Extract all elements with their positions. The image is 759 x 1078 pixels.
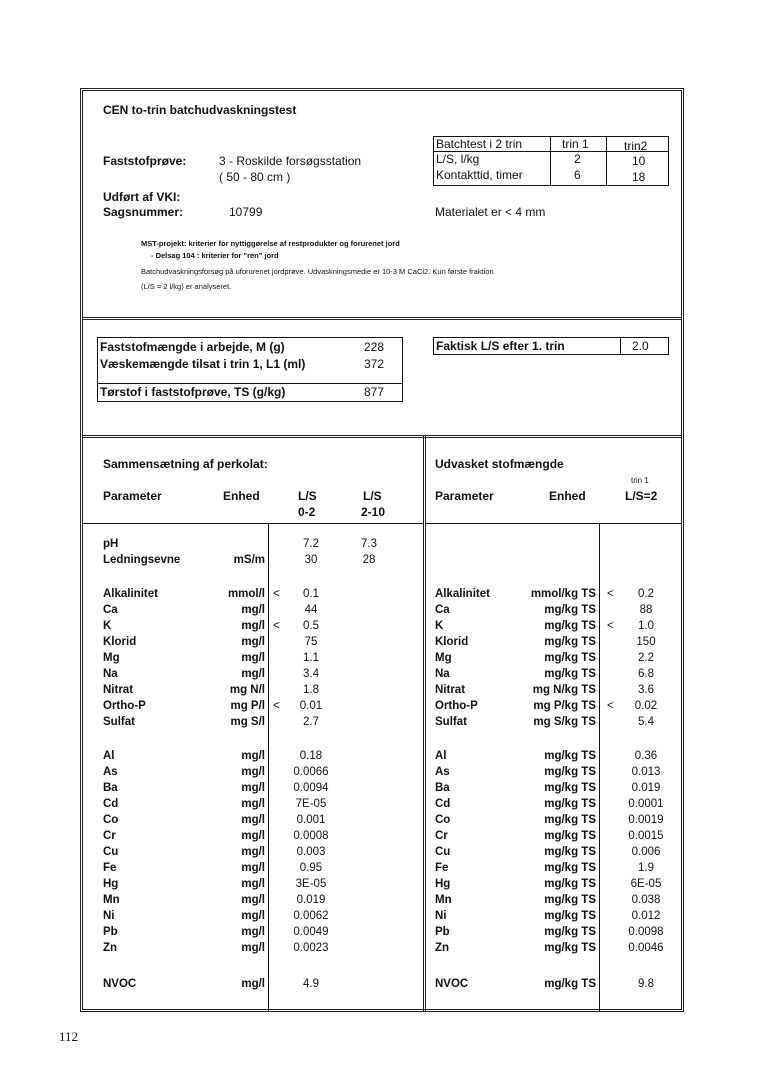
right-row-parameter: Ca: [435, 604, 450, 616]
right-row-qualifier: <: [607, 700, 614, 712]
case-label: Sagsnummer:: [103, 205, 184, 219]
right-row-parameter: Mg: [435, 652, 452, 664]
mass-row-1-label: Væskemængde tilsat i trin 1, L1 (ml): [100, 357, 306, 371]
right-row-parameter: Co: [435, 814, 451, 826]
right-row-unit: mg/kg TS: [544, 942, 596, 954]
left-row-value-ls1: 0.0008: [293, 830, 329, 842]
left-row-unit: mg/l: [241, 978, 265, 990]
batch-header-1: trin 1: [562, 137, 589, 151]
left-row-unit: mS/m: [233, 554, 265, 566]
right-header-parameter: Parameter: [435, 489, 494, 503]
left-row-value-ls2: 28: [362, 554, 376, 566]
batch-header-2: trin2: [624, 139, 648, 153]
left-subheader-ls1: 0-2: [298, 505, 316, 519]
left-row-unit: mg/l: [241, 766, 265, 778]
left-row-value-ls2: [341, 700, 397, 716]
left-row-value-ls1: 0.01: [299, 700, 323, 712]
right-row-parameter: Al: [435, 750, 447, 762]
left-subheader-ls2: 2-10: [361, 505, 386, 519]
left-row-value-ls1: 1.8: [303, 684, 319, 696]
left-header-unit: Enhed: [223, 489, 260, 503]
note-line-3: Batchudvaskningsforsøg på uforurenet jordprøve. Udvaskningsmedie er 10-3 M CaCl2. Kun første fraktion: [141, 267, 494, 276]
left-row-value-ls2: [341, 636, 397, 652]
left-row-value-ls1: 3E-05: [295, 878, 327, 890]
divider-2: [83, 435, 681, 438]
mass-row-2-value: 877: [364, 385, 385, 399]
right-row-value: 6E-05: [630, 878, 662, 890]
right-row-value: 0.36: [634, 750, 658, 762]
left-row-value-ls1: 0.0062: [293, 910, 329, 922]
left-row-unit: mmol/l: [227, 588, 265, 600]
right-row-unit: mg/kg TS: [544, 862, 596, 874]
right-row-value: 0.0015: [628, 830, 664, 842]
left-row-value-ls2: [341, 978, 397, 994]
left-row-value-ls2: [341, 846, 397, 862]
left-row-value-ls1: 0.18: [299, 750, 323, 762]
ls-value: 2.0: [632, 339, 649, 353]
left-row-unit: mg/l: [241, 942, 265, 954]
left-row-value-ls2: [341, 668, 397, 684]
note-line-4: (L/S = 2 l/kg) er analyseret.: [141, 282, 232, 291]
center-divider: [423, 435, 426, 1012]
left-row-value-ls2: [341, 830, 397, 846]
mass-box: [97, 337, 403, 402]
right-row-unit: mg/kg TS: [544, 652, 596, 664]
performed-label: Udført af VKI:: [103, 190, 181, 204]
left-row-parameter: Ortho-P: [103, 700, 146, 712]
right-row-unit: mg/kg TS: [544, 782, 596, 794]
right-row-unit: mg/kg TS: [544, 830, 596, 842]
left-row-unit: mg/l: [241, 846, 265, 858]
left-row-value-ls2: [341, 750, 397, 766]
right-row-unit: mg/kg TS: [544, 604, 596, 616]
right-row-unit: mg/kg TS: [544, 878, 596, 890]
left-row-parameter: Klorid: [103, 636, 137, 648]
left-row-parameter: Ba: [103, 782, 118, 794]
divider-1: [83, 317, 681, 320]
left-row-unit: mg/l: [241, 750, 265, 762]
right-row-unit: mg S/kg TS: [533, 716, 596, 728]
left-row-unit: mg N/l: [229, 684, 265, 696]
right-row-unit: mg/kg TS: [544, 766, 596, 778]
left-row-value-ls1: 0.95: [299, 862, 323, 874]
right-row-parameter: Na: [435, 668, 450, 680]
right-row-parameter: Cd: [435, 798, 451, 810]
left-row-value-ls2: [341, 652, 397, 668]
mass-row-1-value: 372: [364, 357, 385, 371]
right-header-unit: Enhed: [549, 489, 586, 503]
left-row-parameter: Pb: [103, 926, 118, 938]
left-row-value-ls2: [341, 814, 397, 830]
right-header-ls: L/S=2: [625, 489, 658, 503]
left-row-parameter: Cd: [103, 798, 119, 810]
right-row-unit: mg/kg TS: [544, 846, 596, 858]
right-unit-rule: [599, 523, 600, 1012]
note-line-2: - Delsag 104 : kriterier for "ren" jord: [151, 251, 279, 260]
left-row-unit: [183, 538, 265, 554]
left-row-value-ls1: 7E-05: [295, 798, 327, 810]
right-row-unit: mg/kg TS: [544, 978, 596, 990]
left-row-value-ls1: 3.4: [303, 668, 319, 680]
sample-value: 3 - Roskilde forsøgsstation: [219, 154, 362, 168]
batch-row-1-trin2: 18: [632, 170, 646, 184]
left-row-unit: mg/l: [241, 830, 265, 842]
right-row-value: 0.0001: [628, 798, 664, 810]
right-row-value: 0.012: [631, 910, 661, 922]
left-row-value-ls1: 0.0049: [293, 926, 329, 938]
left-row-unit: mg/l: [241, 910, 265, 922]
left-row-value-ls2: [341, 926, 397, 942]
page-title: CEN to-trin batchudvaskningstest: [103, 103, 297, 117]
left-row-value-ls1: 0.0094: [293, 782, 329, 794]
left-row-unit: mg/l: [241, 878, 265, 890]
left-row-parameter: Ni: [103, 910, 115, 922]
right-row-unit: mmol/kg TS: [530, 588, 596, 600]
left-row-qualifier: <: [273, 700, 280, 712]
left-row-value-ls2: [341, 798, 397, 814]
left-row-parameter: Nitrat: [103, 684, 134, 696]
right-row-value: 0.0046: [628, 942, 664, 954]
left-header-parameter: Parameter: [103, 489, 162, 503]
case-value: 10799: [229, 205, 263, 219]
batch-row-0-trin2: 10: [632, 154, 646, 168]
left-row-value-ls1: 44: [304, 604, 318, 616]
mass-row-0-label: Faststofmængde i arbejde, M (g): [100, 340, 285, 354]
batch-row-0-label: L/S, l/kg: [436, 152, 480, 166]
right-row-unit: mg P/kg TS: [533, 700, 596, 712]
left-row-value-ls2: [341, 878, 397, 894]
left-row-value-ls1: 7.2: [303, 538, 319, 550]
right-row-parameter: Alkalinitet: [435, 588, 490, 600]
left-row-unit: mg/l: [241, 894, 265, 906]
left-row-unit: mg/l: [241, 862, 265, 874]
left-row-unit: mg/l: [241, 798, 265, 810]
left-section-title: Sammensætning af perkolat:: [103, 457, 268, 471]
left-row-parameter: Cr: [103, 830, 116, 842]
right-section-title: Udvasket stofmængde: [435, 457, 564, 471]
right-row-parameter: Hg: [435, 878, 451, 890]
left-row-parameter: Co: [103, 814, 119, 826]
left-header-ls2: L/S: [363, 489, 382, 503]
left-row-value-ls2: [341, 684, 397, 700]
right-row-qualifier: <: [607, 588, 614, 600]
right-row-value: 9.8: [638, 978, 654, 990]
left-row-value-ls2: [341, 894, 397, 910]
left-row-value-ls2: [341, 910, 397, 926]
left-row-value-ls2: [341, 766, 397, 782]
right-row-value: 3.6: [638, 684, 654, 696]
mass-row-0-value: 228: [364, 340, 385, 354]
right-row-unit: mg/kg TS: [544, 894, 596, 906]
left-row-value-ls2: [341, 782, 397, 798]
right-row-parameter: K: [435, 620, 444, 632]
batch-row-1-label: Kontakttid, timer: [436, 168, 523, 182]
batch-table: [433, 136, 669, 186]
right-row-value: 0.006: [631, 846, 661, 858]
right-row-parameter: As: [435, 766, 450, 778]
left-row-parameter: pH: [103, 538, 119, 550]
left-row-qualifier: <: [273, 620, 280, 632]
left-row-value-ls1: 0.001: [296, 814, 326, 826]
right-row-value: 0.019: [631, 782, 661, 794]
right-row-value: 0.013: [631, 766, 661, 778]
left-header-rule: [83, 523, 423, 524]
left-header-ls1: L/S: [298, 489, 317, 503]
right-row-unit: mg/kg TS: [544, 910, 596, 922]
right-row-value: 150: [636, 636, 656, 648]
left-row-parameter: Mg: [103, 652, 120, 664]
right-row-unit: mg/kg TS: [544, 636, 596, 648]
right-header-rule: [426, 523, 681, 524]
right-row-value: 0.02: [634, 700, 658, 712]
left-row-value-ls1: 0.0023: [293, 942, 329, 954]
left-row-unit: mg/l: [241, 814, 265, 826]
right-row-unit: mg/kg TS: [544, 926, 596, 938]
batch-row-0-trin1: 2: [574, 152, 581, 166]
right-row-value: 88: [639, 604, 653, 616]
left-row-unit: mg/l: [241, 668, 265, 680]
left-row-value-ls1: 75: [304, 636, 318, 648]
right-row-value: 0.038: [631, 894, 661, 906]
left-row-parameter: As: [103, 766, 118, 778]
right-row-value: 2.2: [638, 652, 654, 664]
left-row-parameter: Zn: [103, 942, 118, 954]
right-row-parameter: Ni: [435, 910, 447, 922]
note-line-1: MST-projekt: kriterier for nyttiggørelse af restprodukter og forurenet jord: [141, 239, 400, 248]
mass-row-2-label: Tørstof i faststofprøve, TS (g/kg): [100, 385, 286, 399]
left-row-value-ls1: 0.003: [296, 846, 326, 858]
batch-row-1-trin1: 6: [574, 168, 581, 182]
right-row-parameter: NVOC: [435, 978, 469, 990]
left-row-unit: mg S/l: [230, 716, 265, 728]
right-row-value: 1.9: [638, 862, 654, 874]
left-row-parameter: Hg: [103, 878, 119, 890]
left-row-unit: mg/l: [241, 636, 265, 648]
right-row-parameter: Cr: [435, 830, 448, 842]
left-row-parameter: Mn: [103, 894, 120, 906]
left-row-parameter: Alkalinitet: [103, 588, 158, 600]
left-row-value-ls2: [341, 588, 397, 604]
left-row-parameter: Al: [103, 750, 115, 762]
left-row-value-ls2: 7.3: [361, 538, 377, 550]
right-row-unit: mg/kg TS: [544, 620, 596, 632]
left-row-value-ls1: 0.0066: [293, 766, 329, 778]
right-row-unit: mg/kg TS: [544, 814, 596, 826]
batch-header-0: Batchtest i 2 trin: [436, 137, 523, 151]
right-row-value: 0.2: [638, 588, 654, 600]
right-row-parameter: Nitrat: [435, 684, 466, 696]
right-row-unit: mg/kg TS: [544, 750, 596, 762]
right-row-value: 5.4: [638, 716, 654, 728]
left-row-parameter: Ledningsevne: [103, 554, 181, 566]
right-row-parameter: Cu: [435, 846, 451, 858]
left-row-parameter: K: [103, 620, 112, 632]
right-row-parameter: Ortho-P: [435, 700, 478, 712]
right-row-parameter: Mn: [435, 894, 452, 906]
right-row-value: 1.0: [638, 620, 654, 632]
left-row-value-ls1: 0.5: [303, 620, 319, 632]
left-row-parameter: Na: [103, 668, 118, 680]
left-row-value-ls1: 30: [304, 554, 318, 566]
right-row-parameter: Zn: [435, 942, 450, 954]
left-row-value-ls1: 4.9: [303, 978, 319, 990]
left-row-unit: mg/l: [241, 620, 265, 632]
right-row-value: 0.0019: [628, 814, 664, 826]
left-row-unit: mg/l: [241, 652, 265, 664]
left-row-value-ls1: 0.019: [296, 894, 326, 906]
right-row-parameter: Fe: [435, 862, 449, 874]
right-row-qualifier: <: [607, 620, 614, 632]
left-row-unit: mg/l: [241, 604, 265, 616]
right-row-parameter: Sulfat: [435, 716, 467, 728]
right-row-unit: mg/kg TS: [544, 798, 596, 810]
right-row-parameter: Ba: [435, 782, 450, 794]
left-row-parameter: Fe: [103, 862, 117, 874]
left-row-value-ls1: 1.1: [303, 652, 319, 664]
left-row-parameter: NVOC: [103, 978, 137, 990]
left-row-value-ls2: [341, 862, 397, 878]
left-row-value-ls2: [341, 620, 397, 636]
left-row-qualifier: <: [273, 588, 280, 600]
left-row-parameter: Ca: [103, 604, 118, 616]
right-row-parameter: Klorid: [435, 636, 469, 648]
left-row-unit: mg/l: [241, 782, 265, 794]
left-row-parameter: Cu: [103, 846, 119, 858]
sample-label: Faststofprøve:: [103, 154, 187, 168]
left-row-parameter: Sulfat: [103, 716, 135, 728]
material-note: Materialet er < 4 mm: [435, 205, 546, 219]
page-number: 112: [59, 1029, 79, 1044]
right-row-unit: mg N/kg TS: [532, 684, 596, 696]
right-row-parameter: Pb: [435, 926, 450, 938]
ls-label: Faktisk L/S efter 1. trin: [436, 339, 565, 353]
left-row-value-ls2: [341, 716, 397, 732]
right-row-value: 0.0098: [628, 926, 664, 938]
sample-depth: ( 50 - 80 cm ): [219, 170, 291, 184]
left-row-unit: mg P/l: [230, 700, 265, 712]
ls-box: [433, 337, 669, 355]
left-row-value-ls2: [341, 604, 397, 620]
right-row-value: 6.8: [638, 668, 654, 680]
report-frame: [80, 88, 684, 1012]
left-row-value-ls1: 2.7: [303, 716, 319, 728]
left-row-unit: mg/l: [241, 926, 265, 938]
left-row-value-ls2: [341, 942, 397, 958]
left-unit-rule: [268, 523, 269, 1012]
right-subheader-trin: trin 1: [631, 476, 649, 485]
right-row-unit: mg/kg TS: [544, 668, 596, 680]
left-row-value-ls1: 0.1: [303, 588, 319, 600]
